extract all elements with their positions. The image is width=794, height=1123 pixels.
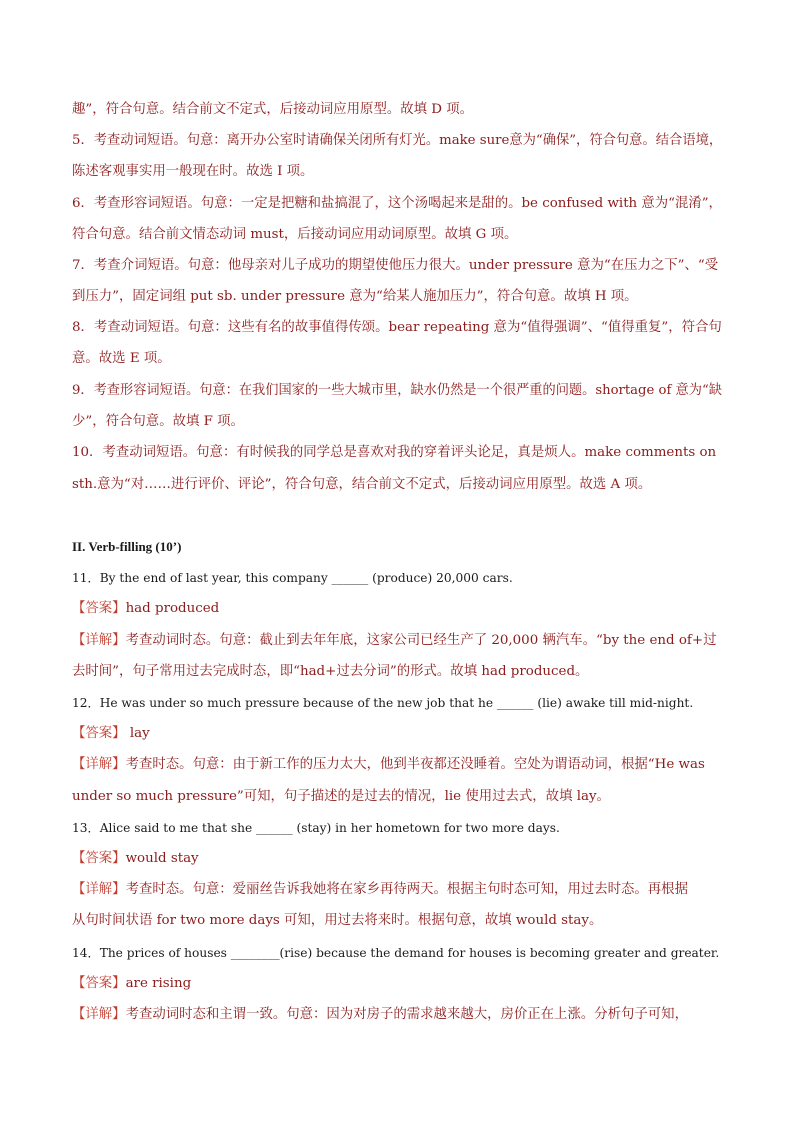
explanation-line: 7．考查介词短语。句意：他母亲对儿子成功的期望使他压力很大。under pressure 意为“在压力之下”、“受	[72, 258, 719, 273]
answer-text: would stay	[125, 851, 199, 866]
detail-line: 去时间”，句子常用过去完成时态，即“had+过去分词”的形式。故填 had produced。	[72, 664, 589, 679]
question-12: 12．He was under so much pressure because of the new job that he ______ (lie) awake till mid-night.	[72, 696, 694, 710]
section-title: II. Verb-filling (10’)	[72, 539, 182, 554]
explanation-line: 少”，符合句意。故填 F 项。	[72, 414, 244, 429]
detail-tag: 【详解】	[72, 633, 126, 648]
answer-13	[72, 849, 199, 869]
explanation-line: 9．考查形容词短语。句意：在我们国家的一些大城市里，缺水仍然是一个很严重的问题。shortage of 意为“缺	[72, 383, 722, 398]
detail-12	[72, 755, 705, 775]
explanation-line: 5．考查动词短语。句意：离开办公室时请确保关闭所有灯光。make sure意为“确保”，符合句意。结合语境，	[72, 133, 723, 148]
explanation-line: 到压力”，固定词组 put sb. under pressure 意为“给某人施加压力”，符合句意。故填 H 项。	[72, 289, 638, 304]
explanation-line: 10．考查动词短语。句意：有时候我的同学总是喜欢对我的穿着评头论足，真是烦人。make comments on	[72, 445, 717, 460]
explanation-line: 8．考查动词短语。句意：这些有名的故事值得传颂。bear repeating 意为“值得强调”、“值得重复”，符合句	[72, 320, 722, 335]
answer-14	[72, 974, 191, 994]
explanation-line: 意。故选 E 项。	[72, 351, 171, 366]
question-14: 14．The prices of houses ________(rise) because the demand for houses is becoming greater and greater.	[72, 946, 720, 960]
answer-tag: 【答案】	[72, 601, 126, 616]
detail-13	[72, 880, 688, 900]
answer-text: had produced	[125, 601, 220, 616]
answer-tag: 【答案】	[72, 976, 126, 991]
detail-line: 从句时间状语 for two more days 可知，用过去将来时。根据句意，故填 would stay。	[72, 913, 603, 928]
question-13: 13．Alice said to me that she ______ (stay) in her hometown for two more days.	[72, 821, 560, 835]
answer-tag: 【答案】	[72, 726, 126, 741]
detail-text: 考查时态。句意：由于新工作的压力太大，他到半夜都还没睡着。空处为谓语动词，根据“He was	[125, 757, 705, 772]
explanation-line: 6．考查形容词短语。句意：一定是把糖和盐搞混了，这个汤喝起来是甜的。be confused with 意为“混淆”，	[72, 196, 722, 211]
explanation-line: 陈述客观事实用一般现在时。故选 I 项。	[72, 164, 314, 179]
answer-text: are rising	[125, 976, 192, 991]
explanation-line: sth.意为“对……进行评价、评论”，符合句意，结合前文不定式，后接动词应用原型。故选 A 项。	[72, 477, 652, 492]
detail-text: 考查时态。句意：爱丽丝告诉我她将在家乡再待两天。根据主句时态可知，用过去时态。再根据	[125, 882, 688, 897]
detail-text: 考查动词时态。句意：截止到去年年底，这家公司已经生产了 20,000 辆汽车。“by the end of+过	[125, 633, 717, 648]
detail-tag: 【详解】	[72, 757, 126, 772]
detail-11	[72, 631, 716, 651]
explanation-line: 趣”，符合句意。结合前文不定式，后接动词应用原型。故填 D 项。	[72, 102, 474, 117]
answer-12	[72, 724, 150, 744]
detail-tag: 【详解】	[72, 1007, 126, 1022]
answer-11	[72, 599, 219, 619]
explanation-line: 符合句意。结合前文情态动词 must，后接动词应用动词原型。故填 G 项。	[72, 227, 518, 242]
answer-text: lay	[125, 726, 150, 741]
detail-line: under so much pressure”可知，句子描述的是过去的情况，lie 使用过去式，故填 lay。	[72, 789, 610, 804]
answer-tag: 【答案】	[72, 851, 126, 866]
detail-text: 考查动词时态和主谓一致。句意：因为对房子的需求越来越大，房价正在上涨。分析句子可知，	[125, 1007, 688, 1022]
detail-14	[72, 1005, 688, 1025]
detail-tag: 【详解】	[72, 882, 126, 897]
question-11: 11．By the end of last year, this company ______ (produce) 20,000 cars.	[72, 571, 513, 585]
